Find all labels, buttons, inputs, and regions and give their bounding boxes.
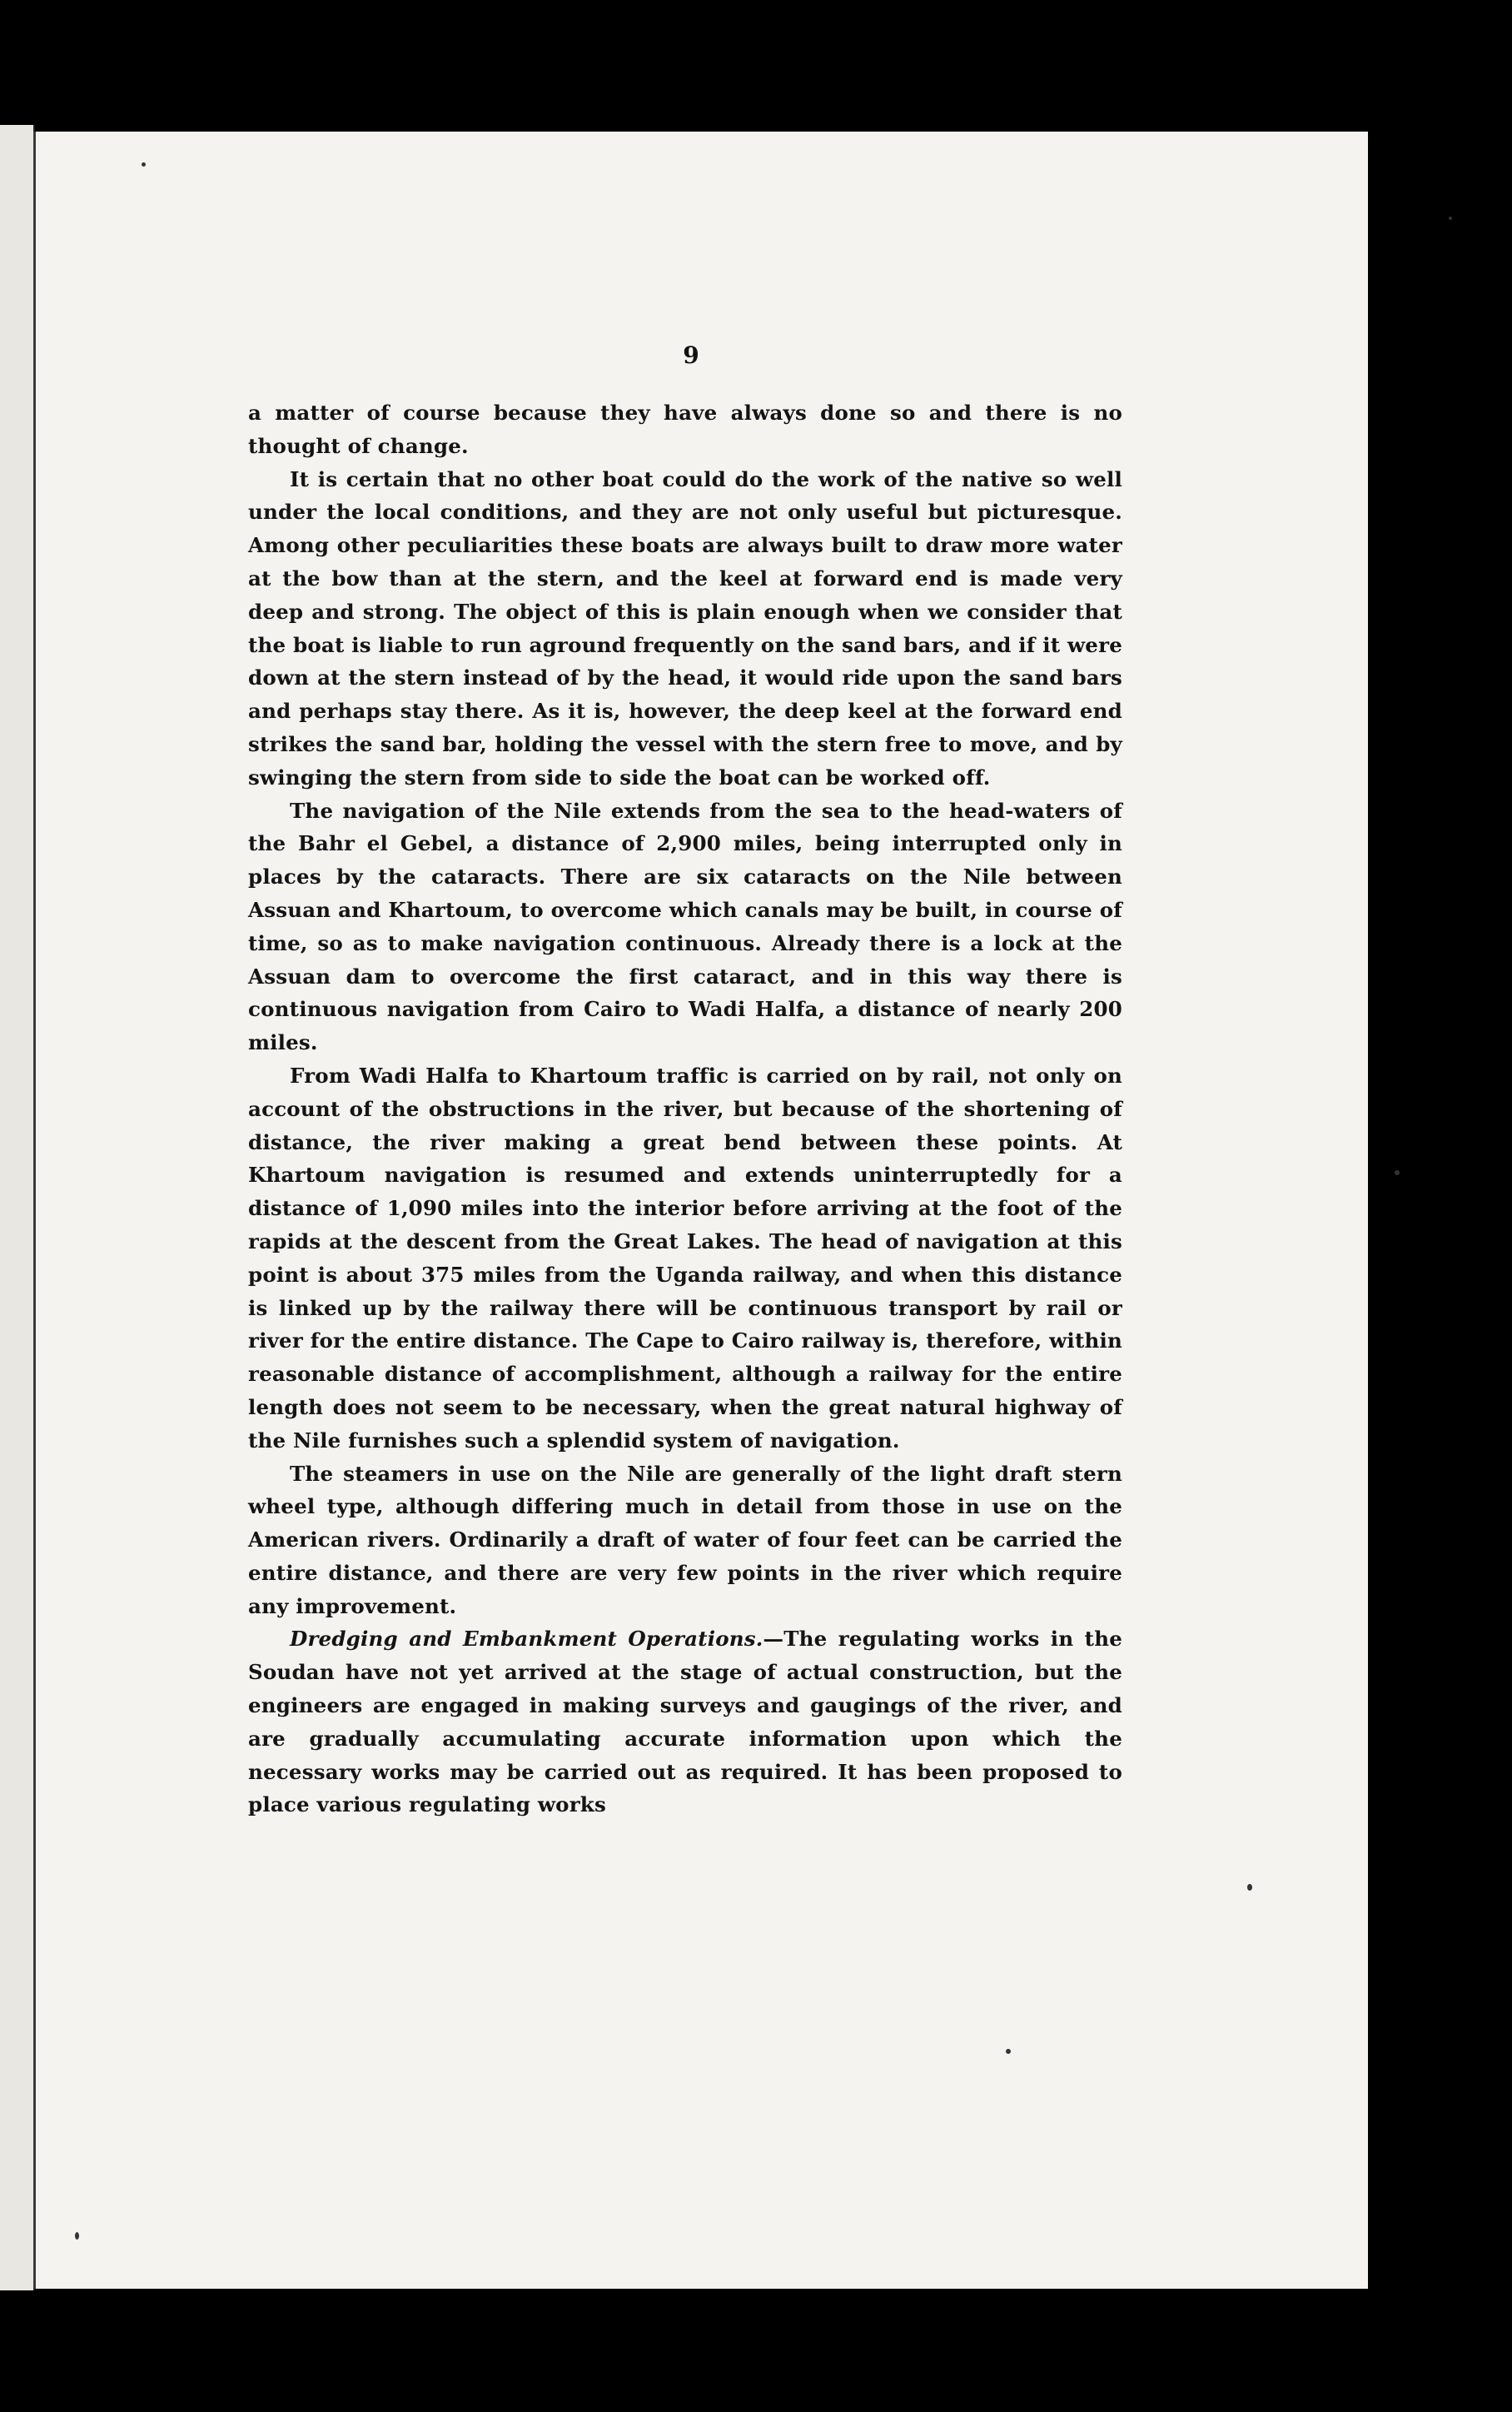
paragraph-6-text: —The regulating works in the Soudan have not yet arrived at the stage of actual construction, but the engineers are engaged in making surveys and gaugings of the river, and are gradually accumulating accurate information upon which the necessary works may be carried out as required. It has been proposed to place various regulating works: [248, 1627, 1122, 1817]
section-heading: Dredging and Embankment Operations.: [290, 1627, 763, 1652]
paragraph-4: From Wadi Halfa to Khartoum traffic is carried on by rail, not only on account of the obstructions in the river, but because of the shortening of distance, the river making a great bend between these points. At Khartoum navigation is resumed and extends uninterruptedly for a distance of 1,090 miles into the interior before arriving at the foot of the rapids at the descent from the Great Lakes. The head of navigation at this point is about 375 miles from the Uganda railway, and when this distance is linked up by the railway there will be continuous transport by rail or river for the entire distance. The Cape to Cairo railway is, therefore, within reasonable distance of accomplishment, although a railway for the entire length does not seem to be necessary, when the great natural highway of the Nile furnishes such a splendid system of navigation.: [248, 1063, 1122, 1453]
dust-speck: [1247, 1884, 1252, 1891]
paragraph-3: The navigation of the Nile extends from the sea to the head-waters of the Bahr el Gebel, a distance of 2,900 miles, being interrupted only in places by the cataracts. There are six cataracts on the Nile between Assuan and Khartoum, to overcome which canals may be built, in course of time, so as to make navigation continuous. Already there is a lock at the Assuan dam to overcome the first cataract, and in this way there is continuous navigation from Cairo to Wadi Halfa, a distance of nearly 200 miles.: [248, 798, 1122, 1055]
paragraph-2: It is certain that no other boat could do the work of the native so well under the local conditions, and they are not only useful but picturesque. Among other peculiarities these boats are always built to draw more water at the bow than at the stern, and the keel at forward end is made very deep and strong. The object of this is plain enough when we consider that the boat is liable to run aground frequently on the sand bars, and if it were down at the stern instead of by the head, it would ride upon the sand bars and perhaps stay there. As it is, however, the deep keel at the forward end strikes the sand bar, holding the vessel with the stern free to move, and by swinging the stern from side to side the boat can be worked off.: [248, 466, 1122, 790]
paragraph-1: a matter of course because they have always done so and there is no thought of change.: [248, 401, 1122, 458]
previous-page-edge: [0, 125, 35, 2290]
dust-speck: [1449, 217, 1452, 220]
dust-speck: [1395, 1170, 1400, 1175]
body-text: [248, 396, 1122, 1821]
dust-speck: [75, 2232, 79, 2240]
page-number: 9: [683, 341, 699, 369]
paragraph-5: The steamers in use on the Nile are generally of the light draft stern wheel type, although differing much in detail from those in use on the American rivers. Ordinarily a draft of water of four feet can be carried the entire distance, and there are very few points in the river which require any improvement.: [248, 1461, 1122, 1618]
dust-speck: [1006, 2049, 1011, 2054]
dust-speck: [142, 162, 146, 167]
paragraph-6: [248, 1622, 1122, 1821]
